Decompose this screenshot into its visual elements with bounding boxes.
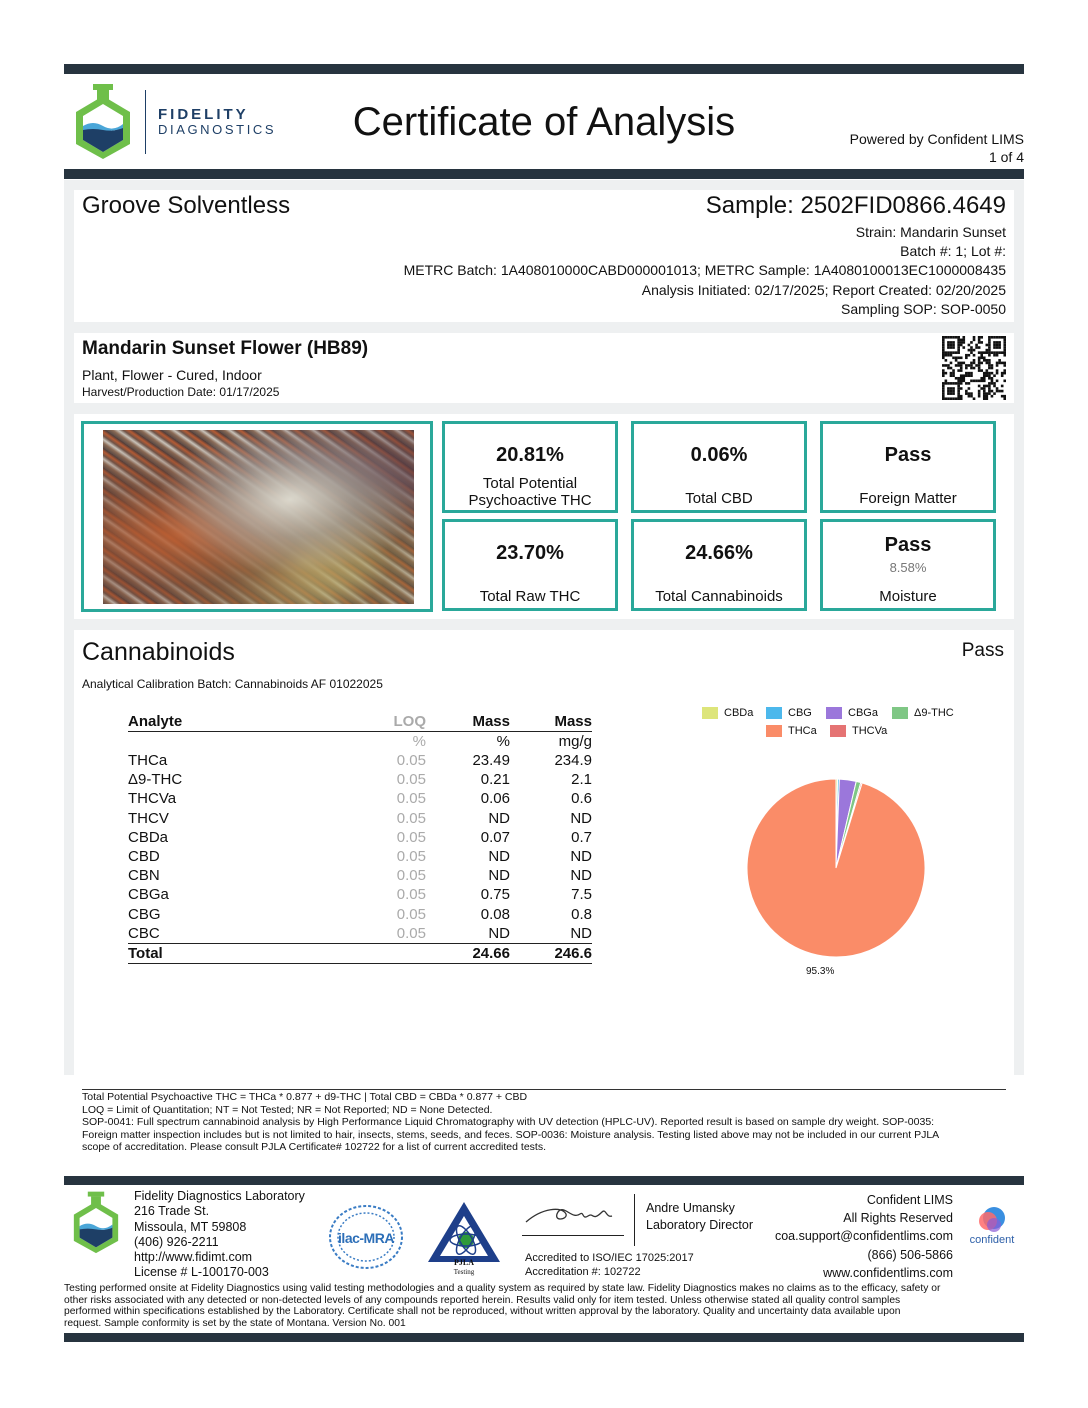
tile-total-cbd: [631, 421, 807, 513]
page-title: Certificate of Analysis: [352, 100, 736, 144]
client-name: Groove Solventless: [82, 192, 291, 219]
legend-item: [766, 707, 812, 719]
confident-rights: All Rights Reserved: [843, 1211, 953, 1226]
disclaimer-line: Testing performed onsite at Fidelity Diagnostics using valid testing methodologies and a quality system as required by state law. Fidelity Diagnostics makes no claims as to the efficacy, safety or: [64, 1283, 941, 1294]
legend-item: [892, 707, 954, 719]
table-row: [128, 770, 592, 789]
tile-value: Pass: [884, 534, 932, 556]
mass-percent-cell: ND: [488, 924, 510, 942]
legend-item: [830, 725, 887, 737]
unit-cell: %: [496, 733, 510, 750]
batch-lot: Batch #: 1; Lot #:: [900, 243, 1006, 259]
legend-item: [702, 707, 753, 719]
mass-percent-cell: 0.21: [480, 771, 510, 789]
loq-cell: 0.05: [396, 924, 426, 942]
confident-info: [775, 1191, 953, 1282]
total-loq: [338, 943, 426, 963]
pie-data-label: 95.3%: [806, 966, 835, 977]
harvest-date: Harvest/Production Date: 01/17/2025: [82, 385, 280, 399]
analyte-cell: THCV: [128, 809, 169, 827]
cannabinoid-pie-chart: [740, 772, 932, 964]
flask-icon: [70, 1190, 122, 1254]
table-row: [128, 809, 592, 828]
flask-icon: [72, 82, 134, 160]
table-row: [128, 828, 592, 847]
confident-phone: (866) 506-5866: [867, 1247, 953, 1262]
analyte-cell: CBN: [128, 867, 160, 885]
confident-icon: [964, 1204, 1020, 1234]
mass-percent-cell: ND: [488, 809, 510, 827]
confident-email-link[interactable]: coa.support@confidentlims.com: [774, 1229, 953, 1244]
mass-percent-cell: 0.08: [480, 905, 510, 923]
legend-label: CBG: [788, 707, 812, 719]
calibration-batch: Analytical Calibration Batch: Cannabinoids AF 01022025: [82, 677, 383, 691]
legend-label: THCa: [788, 725, 817, 737]
loq-cell: 0.05: [396, 867, 426, 885]
table-row: [128, 789, 592, 808]
column-header: Mass: [510, 712, 592, 732]
analyte-cell: CBD: [128, 848, 160, 866]
loq-cell: 0.05: [396, 905, 426, 923]
lab-website-link[interactable]: http://www.fidimt.com: [134, 1250, 253, 1265]
analyte-cell: Δ9-THC: [128, 771, 183, 789]
tile-label: Foreign Matter: [859, 490, 957, 507]
table-header-row: [128, 712, 592, 732]
mass-percent-cell: ND: [488, 867, 510, 885]
loq-cell: 0.05: [396, 771, 426, 789]
legend-label: CBDa: [724, 707, 754, 719]
analyte-cell: CBC: [128, 924, 160, 942]
sample-id: Sample: 2502FID0866.4649: [705, 192, 1006, 219]
mass-mgg-cell: 234.9: [554, 752, 592, 770]
legend-swatch: [830, 725, 846, 737]
tile-label: Total Potential: [482, 475, 578, 492]
unit-cell: %: [412, 733, 426, 750]
loq-cell: 0.05: [396, 886, 426, 904]
total-row: [128, 943, 592, 963]
legend-swatch: [826, 707, 842, 719]
mass-percent-cell: 0.75: [480, 886, 510, 904]
pjla-badge: [426, 1200, 502, 1280]
legend-swatch: [766, 707, 782, 719]
loq-cell: 0.05: [396, 848, 426, 866]
director-name: Andre Umansky: [646, 1201, 735, 1215]
product-type: Plant, Flower - Cured, Indoor: [82, 367, 262, 383]
analyte-cell: THCa: [128, 752, 168, 770]
cannabinoids-table: [128, 712, 592, 964]
legend-label: CBGa: [848, 707, 878, 719]
lab-city: Missoula, MT 59808: [134, 1219, 247, 1234]
logo-divider: [145, 90, 146, 154]
sample-panel: [74, 190, 1014, 322]
mass-mgg-cell: 0.8: [571, 905, 592, 923]
analysis-dates: Analysis Initiated: 02/17/2025; Report Created: 02/20/2025: [641, 282, 1006, 298]
tile-value: 20.81%: [496, 444, 564, 466]
footer-top-bar: [64, 1176, 1024, 1185]
pjla-sub-text: Testing: [453, 1268, 475, 1276]
powered-by: Powered by Confident LIMS: [849, 131, 1024, 147]
legend-swatch: [892, 707, 908, 719]
lab-address: [134, 1189, 305, 1281]
legend-swatch: [702, 707, 718, 719]
legend-label: THCVa: [852, 725, 888, 737]
table-row: [128, 924, 592, 944]
mass-mgg-cell: ND: [570, 848, 592, 866]
note-line: Foreign matter inspection includes but is not limited to hair, insects, stems, seeds, and feces. SOP-0036: Moisture analysis. Testing listed above may not be included in our current PJLA: [82, 1128, 940, 1141]
mass-mgg-cell: ND: [570, 867, 592, 885]
strain: Strain: Mandarin Sunset: [855, 224, 1006, 240]
note-line: scope of accreditation. Please consult PJLA Certificate# 102722 for a list of current accredited tests.: [82, 1141, 546, 1153]
loq-cell: 0.05: [396, 828, 426, 846]
total-mass-mgg: 246.6: [510, 943, 592, 963]
table-row: [128, 885, 592, 904]
note-line: LOQ = Limit of Quantitation; NT = Not Tested; NR = Not Reported; ND = None Detected.: [82, 1103, 493, 1116]
tile-label: Total CBD: [685, 490, 753, 507]
tile-value: 24.66%: [685, 542, 753, 564]
tile-moisture: [820, 519, 996, 611]
mass-mgg-cell: 2.1: [571, 771, 592, 789]
logo-text-top: FIDELITY: [158, 106, 249, 123]
header-bottom-bar: [64, 169, 1024, 179]
tile-label: Psychoactive THC: [468, 492, 592, 509]
mass-mgg-cell: 7.5: [571, 886, 592, 904]
mass-percent-cell: 23.49: [472, 752, 510, 770]
signature-divider: [634, 1194, 635, 1246]
table-row: [128, 751, 592, 770]
tile-sub-value: 8.58%: [889, 560, 927, 575]
tile-label: Total Raw THC: [479, 588, 581, 605]
signature-image: [522, 1198, 622, 1234]
legend-swatch: [766, 725, 782, 737]
mass-percent-cell: 0.06: [480, 790, 510, 808]
ilac-text: ilac-MRA: [338, 1230, 394, 1246]
tile-label: Total Cannabinoids: [655, 588, 783, 605]
confident-logo: [964, 1204, 1020, 1248]
column-header: Analyte: [128, 712, 338, 732]
table-row: [128, 866, 592, 885]
tile-total-cannabinoids: [631, 519, 807, 611]
notes: [82, 1091, 1012, 1154]
signature-line: [522, 1235, 624, 1236]
column-header: Mass: [426, 712, 510, 732]
summary-panel: [74, 414, 1014, 619]
ilac-mra-badge: [328, 1204, 404, 1270]
units-row: [128, 732, 592, 752]
sampling-sop: Sampling SOP: SOP-0050: [841, 301, 1006, 317]
column-header: LOQ: [338, 712, 426, 732]
total-label: Total: [128, 943, 338, 963]
analyte-cell: CBGa: [128, 886, 169, 904]
lab-name: Fidelity Diagnostics Laboratory: [134, 1189, 305, 1203]
qr-code[interactable]: [942, 336, 1006, 400]
metrc-info: METRC Batch: 1A408010000CABD000001013; METRC Sample: 1A4080100013EC1000008435: [403, 262, 1006, 278]
product-name: Mandarin Sunset Flower (HB89): [82, 338, 369, 359]
tile-label: Moisture: [879, 588, 937, 605]
section-heading: Cannabinoids: [82, 638, 235, 666]
fidelity-logo: [72, 82, 134, 160]
disclaimer-line: request. Sample conformity is set by the state of Montana. Version No. 001: [64, 1317, 406, 1329]
disclaimer-line: other risks associated with any detected or non-detected levels of any compounds reported herein. Results valid only for item tested. Unless otherwise stated all quality control samples: [64, 1294, 901, 1306]
pjla-icon: [426, 1200, 502, 1266]
analyte-cell: CBDa: [128, 828, 169, 846]
page-number: 1 of 4: [988, 149, 1024, 165]
tile-foreign-matter: [820, 421, 996, 513]
legend-label: Δ9-THC: [914, 707, 954, 719]
loq-cell: 0.05: [396, 809, 426, 827]
confident-website-link[interactable]: www.confidentlims.com: [823, 1265, 953, 1280]
footer-lab-logo: [70, 1190, 122, 1254]
lab-license: License # L-100170-003: [134, 1265, 269, 1280]
total-mass-percent: 24.66: [426, 943, 510, 963]
product-photo: [103, 430, 414, 604]
note-line: Total Potential Psychoactive THC = THCa * 0.877 + d9-THC | Total CBD = CBDa * 0.877 + CBD: [82, 1091, 528, 1103]
tile-value: 23.70%: [496, 542, 564, 564]
confident-name: Confident LIMS: [866, 1193, 953, 1207]
loq-cell: 0.05: [396, 752, 426, 770]
disclaimer-line: performed within specifications established by the Laboratory. Certificate shall not be reproduced, without written approval by the laboratory. Quality and uncertainty data available upon: [64, 1306, 901, 1317]
mass-percent-cell: ND: [488, 848, 510, 866]
confident-logo-text: confident: [969, 1234, 1015, 1246]
notes-divider: [82, 1089, 1006, 1090]
product-panel: [74, 333, 1014, 403]
mass-percent-cell: 0.07: [480, 828, 510, 846]
director-title: Laboratory Director: [646, 1218, 753, 1232]
loq-cell: 0.05: [396, 790, 426, 808]
lab-phone: (406) 926-2211: [134, 1234, 219, 1249]
footer-bottom-bar: [64, 1333, 1024, 1342]
tile-total-raw-thc: [442, 519, 618, 611]
legend-item: [766, 725, 817, 737]
mass-mgg-cell: ND: [570, 924, 592, 942]
pie-slice-thca: [747, 779, 925, 957]
analyte-cell: THCVa: [128, 790, 177, 808]
analyte-cell: CBG: [128, 905, 161, 923]
lab-street: 216 Trade St.: [134, 1204, 210, 1219]
table-row: [128, 847, 592, 866]
tile-total-potential-thc: [442, 421, 618, 513]
disclaimer: [64, 1283, 1026, 1329]
mass-mgg-cell: ND: [570, 809, 592, 827]
unit-cell: [128, 732, 338, 752]
table-row: [128, 905, 592, 924]
iso-accreditation: Accredited to ISO/IEC 17025:2017: [525, 1252, 694, 1264]
unit-cell: mg/g: [558, 733, 592, 750]
tile-value: 0.06%: [690, 444, 748, 466]
logo-text-bottom: DIAGNOSTICS: [158, 122, 277, 137]
mass-mgg-cell: 0.7: [571, 828, 592, 846]
section-status: Pass: [961, 640, 1004, 661]
top-bar: [64, 64, 1024, 74]
legend-item: [826, 707, 878, 719]
product-photo-frame: [81, 421, 433, 612]
signature: [522, 1198, 622, 1234]
pjla-text: PJLA: [454, 1258, 474, 1267]
accreditation-number: Accreditation #: 102722: [525, 1266, 641, 1278]
tile-value: Pass: [884, 444, 932, 466]
note-line: SOP-0041: Full spectrum cannabinoid analysis by High Performance Liquid Chromatography with UV detection (HPLC-UV). Reported result is based on sample dry weight. SOP-0035:: [82, 1116, 935, 1128]
mass-mgg-cell: 0.6: [571, 790, 592, 808]
